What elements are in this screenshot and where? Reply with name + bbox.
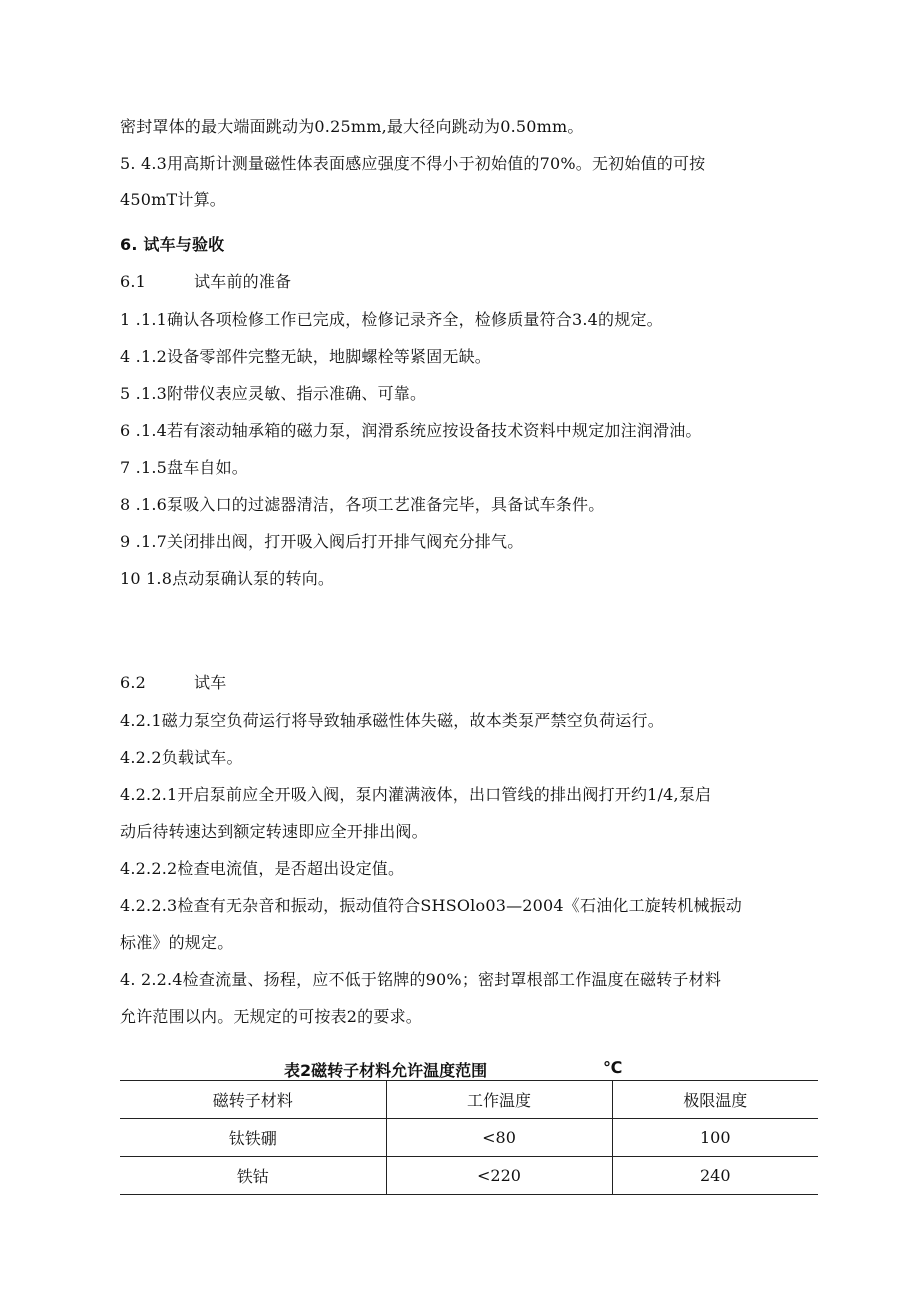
list-item: 10 1.8点动泵确认泵的转向。	[120, 569, 335, 588]
table-row	[120, 1119, 818, 1157]
table-caption	[120, 1058, 818, 1080]
subsection-heading	[120, 272, 291, 292]
list-item: 允许范围以内。无规定的可按表2的要求。	[120, 1007, 422, 1026]
table-caption-unit: ℃	[603, 1058, 623, 1077]
list-item: 4.2.2负载试车。	[120, 748, 243, 767]
table-header-cell: 工作温度	[386, 1081, 612, 1119]
list-item: 7 .1.5盘车自如。	[120, 458, 248, 477]
paragraph: 密封罩体的最大端面跳动为0.25mm,最大径向跳动为0.50mm。	[120, 117, 584, 136]
list-item: 6 .1.4若有滚动轴承箱的磁力泵，润滑系统应按设备技术资料中规定加注润滑油。	[120, 421, 702, 440]
list-item: 动后待转速达到额定转速即应全开排出阀。	[120, 822, 428, 841]
list-item: 4 .1.2设备零部件完整无缺，地脚螺栓等紧固无缺。	[120, 347, 491, 366]
subsection-title: 试车	[194, 673, 227, 692]
subsection-title: 试车前的准备	[194, 272, 292, 291]
list-item: 4.2.2.3检查有无杂音和振动，振动值符合SHSOlo03—2004《石油化工旋转机械振动	[120, 896, 742, 915]
table-caption-title: 表2磁转子材料允许温度范围	[284, 1061, 488, 1080]
section-heading: 6. 试车与验收	[120, 235, 225, 254]
list-item: 标准》的规定。	[120, 933, 234, 952]
list-item: 4.2.1磁力泵空负荷运行将导致轴承磁性体失磁，故本类泵严禁空负荷运行。	[120, 711, 664, 730]
list-item: 4. 2.2.4检查流量、扬程，应不低于铭牌的90%；密封罩根部工作温度在磁转子材料	[120, 970, 722, 989]
table-cell: <80	[386, 1119, 612, 1157]
list-item: 1 .1.1确认各项检修工作已完成，检修记录齐全，检修质量符合3.4的规定。	[120, 310, 663, 329]
list-item: 4.2.2.1开启泵前应全开吸入阀，泵内灌满液体，出口管线的排出阀打开约1/4,泵启	[120, 785, 712, 804]
table-cell: 100	[612, 1119, 818, 1157]
table-row	[120, 1157, 818, 1195]
list-item: 8 .1.6泵吸入口的过滤器清洁，各项工艺准备完毕，具备试车条件。	[120, 495, 605, 514]
subsection-heading	[120, 673, 226, 693]
table-cell: 240	[612, 1157, 818, 1195]
subsection-number: 6.2	[120, 673, 147, 692]
list-item: 9 .1.7关闭排出阀，打开吸入阀后打开排气阀充分排气。	[120, 532, 524, 551]
table-cell: 钛铁硼	[120, 1119, 386, 1157]
paragraph: 5. 4.3用高斯计测量磁性体表面感应强度不得小于初始值的70%。无初始值的可按	[120, 154, 706, 173]
table-header-cell: 磁转子材料	[120, 1081, 386, 1119]
list-item: 4.2.2.2检查电流值，是否超出设定值。	[120, 859, 405, 878]
table-cell: <220	[386, 1157, 612, 1195]
subsection-number: 6.1	[120, 272, 147, 291]
temperature-table	[120, 1080, 818, 1195]
table-header-cell: 极限温度	[612, 1081, 818, 1119]
paragraph: 450mT计算。	[120, 190, 226, 209]
table-header-row	[120, 1081, 818, 1119]
table-cell: 铁钴	[120, 1157, 386, 1195]
list-item: 5 .1.3附带仪表应灵敏、指示准确、可靠。	[120, 384, 427, 403]
